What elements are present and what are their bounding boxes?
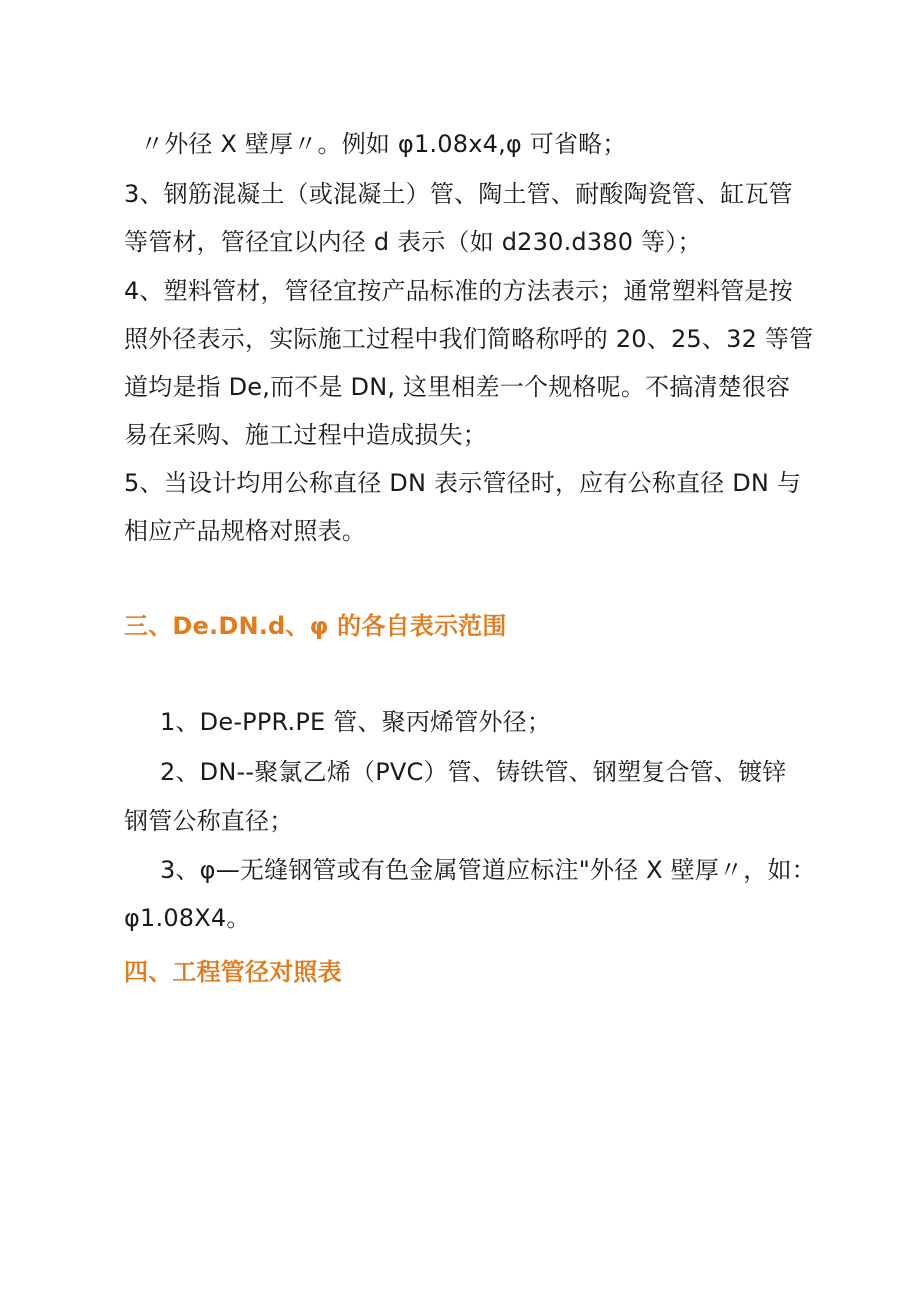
paragraph-line: 道均是指 De,而不是 DN, 这里相差一个规格呢。不搞清楚很容	[124, 373, 791, 401]
paragraph-line: 照外径表示，实际施工过程中我们简略称呼的 20、25、32 等管	[124, 325, 814, 353]
paragraph-line: 易在采购、施工过程中造成损失；	[124, 421, 487, 449]
section-heading: 四、工程管径对照表	[124, 958, 342, 986]
section-heading: 三、De.DN.d、φ 的各自表示范围	[124, 612, 507, 640]
list-item: 3、φ—无缝钢管或有色金属管道应标注"外径 X 壁厚〃，如：	[160, 856, 816, 884]
list-item-continuation: φ1.08X4。	[124, 904, 251, 932]
list-item-continuation: 钢管公称直径；	[124, 807, 294, 835]
list-item: 2、DN--聚氯乙烯（PVC）管、铸铁管、钢塑复合管、镀锌	[160, 758, 787, 786]
paragraph-line: 〃外径 X 壁厚〃。例如 φ1.08x4,φ 可省略；	[140, 130, 627, 158]
paragraph-line: 等管材，管径宜以内径 d 表示（如 d230.d380 等）；	[124, 228, 702, 256]
paragraph-line: 3、钢筋混凝土（或混凝土）管、陶土管、耐酸陶瓷管、缸瓦管	[124, 180, 793, 208]
paragraph-line: 4、塑料管材，管径宜按产品标准的方法表示；通常塑料管是按	[124, 277, 793, 305]
paragraph-line: 相应产品规格对照表。	[124, 517, 366, 545]
list-item: 1、De-PPR.PE 管、聚丙烯管外径；	[160, 708, 552, 736]
paragraph-line: 5、当设计均用公称直径 DN 表示管径时，应有公称直径 DN 与	[124, 469, 802, 497]
